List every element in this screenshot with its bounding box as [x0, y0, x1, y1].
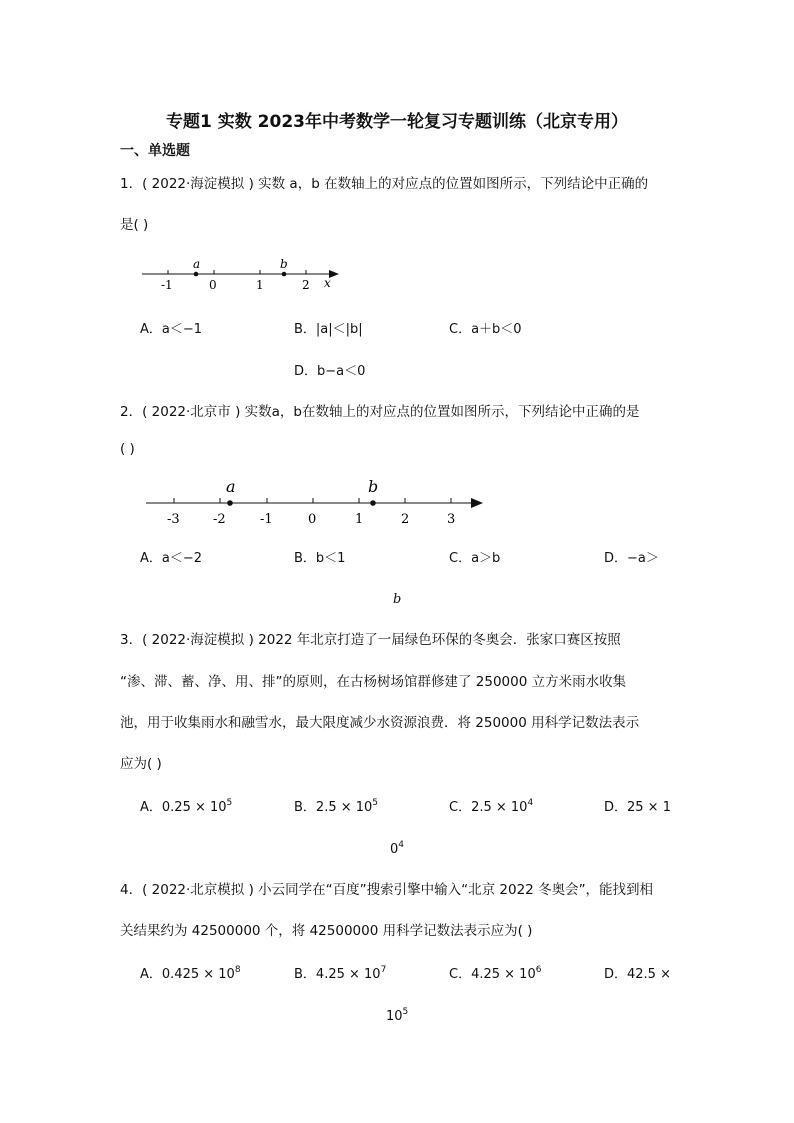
q1-stem-line2: 是( )	[120, 217, 149, 233]
q1-stem-line1: 1．( 2022·海淀模拟 ) 实数 a，b 在数轴上的对应点的位置如图所示，下列结论中正确的	[120, 176, 649, 192]
q1-tick-label: 2	[302, 278, 310, 292]
q4-option-a-text: A．0.425 × 10	[140, 967, 235, 982]
q2-tick-label: -3	[167, 512, 180, 527]
q3-option-a-text: A．0.25 × 10	[140, 800, 227, 815]
q1-label-b: b	[280, 257, 288, 271]
q1-option-c[interactable]: C．a＋b＜0	[449, 322, 522, 337]
q4-option-b[interactable]	[294, 963, 386, 982]
q2-option-a[interactable]: A．a＜−2	[140, 551, 203, 566]
q2-stem-line1: 2．( 2022·北京市 ) 实数a，b在数轴上的对应点的位置如图所示，下列结论中正确的是	[120, 404, 640, 420]
q3-option-d-wrap-text: 0	[390, 842, 399, 857]
q4-option-d[interactable]: D．42.5 ×	[604, 967, 671, 982]
q3-option-c-exp: 4	[527, 798, 534, 808]
q4-option-d-wrap	[386, 1009, 408, 1024]
q3-option-b-exp: 5	[372, 798, 379, 808]
q2-label-a: a	[226, 477, 236, 496]
q3-option-d[interactable]: D．25 × 1	[604, 800, 671, 815]
q2-option-b[interactable]: B．b＜1	[294, 551, 346, 566]
q4-option-b-text: B．4.25 × 10	[294, 967, 381, 982]
q4-option-a[interactable]	[140, 963, 241, 982]
q2-tick-label: 0	[308, 512, 317, 527]
q4-stem-line2: 关结果约为 42500000 个，将 42500000 用科学记数法表示应为( )	[120, 923, 533, 939]
q2-label-b: b	[368, 477, 379, 496]
q3-option-b[interactable]	[294, 796, 378, 815]
q1-tick-label: -1	[161, 278, 173, 292]
q1-option-b[interactable]: B．|a|＜|b|	[294, 322, 363, 337]
q4-option-a-exp: 8	[234, 965, 241, 975]
q2-stem-line2: ( )	[120, 441, 135, 457]
q4-stem-line1: 4．( 2022·北京模拟 ) 小云同学在“百度”搜索引擎中输入“北京 2022 冬奥会”，能找到相	[120, 882, 654, 898]
q4-option-c-text: C．4.25 × 10	[449, 967, 536, 982]
section-heading: 一、单选题	[120, 143, 190, 159]
q1-point-b	[282, 272, 287, 277]
q1-axis-label-x: x	[324, 276, 331, 290]
q3-option-a[interactable]	[140, 796, 232, 815]
q4-option-d-exp: 5	[402, 1007, 409, 1017]
q1-option-a[interactable]: A．a＜−1	[140, 322, 203, 337]
q2-tick-label: 2	[401, 512, 410, 527]
q2-number-line	[140, 472, 490, 530]
q1-number-line	[130, 250, 360, 300]
q1-tick-label: 1	[256, 278, 264, 292]
q1-option-d[interactable]: D．b−a＜0	[294, 364, 366, 379]
q3-option-c-text: C．2.5 × 10	[449, 800, 528, 815]
q3-option-d-wrap	[390, 842, 404, 857]
q3-stem-line2: “渗、滞、蓄、净、用、排”的原则，在古杨树场馆群修建了 250000 立方米雨水收集	[120, 674, 627, 690]
q3-stem-line1: 3．( 2022·海淀模拟 ) 2022 年北京打造了一届绿色环保的冬奥会．张家口赛区按照	[120, 632, 621, 648]
q1-point-a	[194, 272, 199, 277]
q2-option-c[interactable]: C．a＞b	[449, 551, 501, 566]
q3-option-c[interactable]	[449, 796, 533, 815]
q3-stem-line4: 应为( )	[120, 756, 162, 772]
q3-option-b-text: B．2.5 × 10	[294, 800, 373, 815]
q1-tick-label: 0	[209, 278, 217, 292]
q4-option-d-wrap-text: 10	[386, 1009, 403, 1024]
q2-tick-label: 1	[355, 512, 364, 527]
q2-option-d[interactable]: D．−a＞	[604, 551, 659, 566]
q2-tick-label: -1	[260, 512, 273, 527]
q2-point-b	[370, 500, 376, 506]
q2-option-d-wrap: b	[393, 592, 402, 607]
q3-option-a-exp: 5	[226, 798, 233, 808]
page-title: 专题1 实数 2023年中考数学一轮复习专题训练（北京专用）	[166, 112, 628, 132]
q3-stem-line3: 池，用于收集雨水和融雪水，最大限度减少水资源浪费．将 250000 用科学记数法表示	[120, 715, 640, 731]
q2-tick-label: 3	[447, 512, 456, 527]
q2-tick-label: -2	[213, 512, 226, 527]
q2-axis-arrow	[471, 498, 483, 508]
q2-point-a	[227, 500, 233, 506]
q1-label-a: a	[193, 257, 201, 271]
q3-option-d-exp: 4	[398, 840, 405, 850]
q4-option-c-exp: 6	[535, 965, 542, 975]
q4-option-b-exp: 7	[380, 965, 387, 975]
q4-option-c[interactable]	[449, 963, 541, 982]
